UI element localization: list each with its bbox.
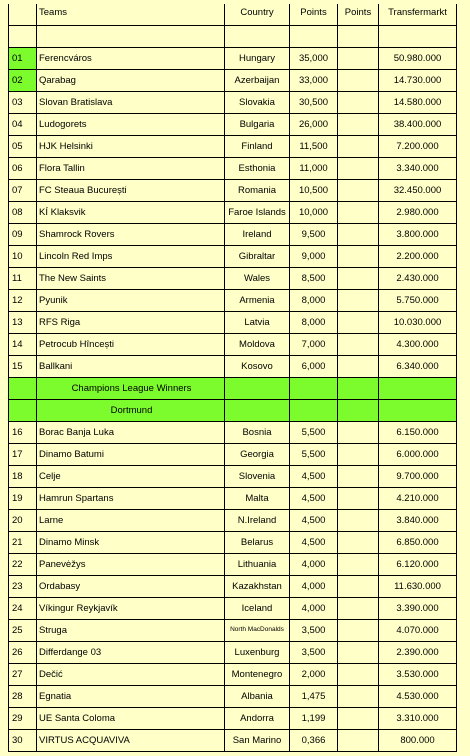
points-2-cell[interactable] xyxy=(338,576,379,598)
country-cell[interactable]: Latvia xyxy=(225,312,290,334)
points-cell[interactable]: 2,000 xyxy=(290,664,338,686)
points-2-cell[interactable] xyxy=(338,730,379,752)
points-2-cell[interactable] xyxy=(338,70,379,92)
team-cell[interactable]: Hamrun Spartans xyxy=(37,488,225,510)
points-cell[interactable]: 7,000 xyxy=(290,334,338,356)
points-2-cell[interactable] xyxy=(338,444,379,466)
rank-cell[interactable]: 15 xyxy=(8,356,37,378)
transfermarkt-cell[interactable]: 14.580.000 xyxy=(379,92,457,114)
rank-cell[interactable]: 14 xyxy=(8,334,37,356)
points-2-cell[interactable] xyxy=(338,224,379,246)
country-cell[interactable]: Esthonia xyxy=(225,158,290,180)
points-2-cell[interactable] xyxy=(338,290,379,312)
country-cell[interactable]: Lithuania xyxy=(225,554,290,576)
header-points-2[interactable]: Points xyxy=(338,4,379,26)
winners-cell[interactable] xyxy=(225,400,290,422)
team-cell[interactable]: Ludogorets xyxy=(37,114,225,136)
transfermarkt-cell[interactable]: 2.430.000 xyxy=(379,268,457,290)
points-cell[interactable]: 8,000 xyxy=(290,312,338,334)
points-2-cell[interactable] xyxy=(338,334,379,356)
points-cell[interactable]: 3,500 xyxy=(290,620,338,642)
country-cell[interactable]: Andorra xyxy=(225,708,290,730)
transfermarkt-cell[interactable]: 14.730.000 xyxy=(379,70,457,92)
header-row xyxy=(0,4,470,26)
team-cell[interactable]: Egnatia xyxy=(37,686,225,708)
country-cell[interactable]: Iceland xyxy=(225,598,290,620)
transfermarkt-cell[interactable]: 4.300.000 xyxy=(379,334,457,356)
country-cell[interactable]: Kazakhstan xyxy=(225,576,290,598)
country-cell[interactable]: North MacDonalds xyxy=(225,620,290,642)
country-cell[interactable]: Albania xyxy=(225,686,290,708)
points-2-cell[interactable] xyxy=(338,598,379,620)
transfermarkt-cell[interactable]: 3.800.000 xyxy=(379,224,457,246)
rank-cell[interactable]: 11 xyxy=(8,268,37,290)
country-cell[interactable]: Slovenia xyxy=(225,466,290,488)
rank-cell[interactable]: 13 xyxy=(8,312,37,334)
rank-cell[interactable]: 12 xyxy=(8,290,37,312)
table-row xyxy=(0,708,470,730)
country-cell[interactable]: San Marino xyxy=(225,730,290,752)
table-row xyxy=(0,422,470,444)
team-cell[interactable]: Borac Banja Luka xyxy=(37,422,225,444)
points-2-cell[interactable] xyxy=(338,92,379,114)
winners-cell[interactable] xyxy=(8,400,37,422)
rank-cell[interactable]: 04 xyxy=(8,114,37,136)
country-cell[interactable]: Wales xyxy=(225,268,290,290)
points-2-cell[interactable] xyxy=(338,312,379,334)
country-cell[interactable]: Finland xyxy=(225,136,290,158)
country-cell[interactable]: Malta xyxy=(225,488,290,510)
points-cell[interactable]: 4,500 xyxy=(290,466,338,488)
team-cell[interactable]: Struga xyxy=(37,620,225,642)
transfermarkt-cell[interactable]: 6.120.000 xyxy=(379,554,457,576)
header-teams[interactable]: Teams xyxy=(37,4,225,26)
rank-cell[interactable]: 05 xyxy=(8,136,37,158)
team-cell[interactable]: Larne xyxy=(37,510,225,532)
rank-cell[interactable]: 29 xyxy=(8,708,37,730)
points-2-cell[interactable] xyxy=(338,620,379,642)
rank-cell[interactable]: 20 xyxy=(8,510,37,532)
country-cell[interactable]: Ireland xyxy=(225,224,290,246)
transfermarkt-cell[interactable]: 32.450.000 xyxy=(379,180,457,202)
team-cell[interactable]: Qarabag xyxy=(37,70,225,92)
rank-cell[interactable]: 28 xyxy=(8,686,37,708)
rank-cell[interactable]: 10 xyxy=(8,246,37,268)
empty-cell[interactable] xyxy=(225,26,290,48)
table-row xyxy=(0,312,470,334)
points-cell[interactable]: 5,500 xyxy=(290,444,338,466)
rank-cell[interactable]: 25 xyxy=(8,620,37,642)
country-cell[interactable]: Armenia xyxy=(225,290,290,312)
winners-cell[interactable] xyxy=(379,400,457,422)
country-cell[interactable]: Bosnia xyxy=(225,422,290,444)
points-2-cell[interactable] xyxy=(338,268,379,290)
table-row xyxy=(0,532,470,554)
winners-cell[interactable] xyxy=(290,400,338,422)
country-cell[interactable]: Montenegro xyxy=(225,664,290,686)
transfermarkt-cell[interactable]: 6.150.000 xyxy=(379,422,457,444)
points-2-cell[interactable] xyxy=(338,136,379,158)
table-row xyxy=(0,554,470,576)
winners-cell[interactable] xyxy=(338,378,379,400)
points-2-cell[interactable] xyxy=(338,686,379,708)
team-cell[interactable]: UE Santa Coloma xyxy=(37,708,225,730)
points-cell[interactable]: 4,500 xyxy=(290,532,338,554)
rank-cell[interactable]: 23 xyxy=(8,576,37,598)
transfermarkt-cell[interactable]: 5.750.000 xyxy=(379,290,457,312)
points-cell[interactable]: 26,000 xyxy=(290,114,338,136)
table-row xyxy=(0,202,470,224)
points-2-cell[interactable] xyxy=(338,202,379,224)
country-cell[interactable]: Belarus xyxy=(225,532,290,554)
table-row xyxy=(0,114,470,136)
team-cell[interactable]: FC Steaua București xyxy=(37,180,225,202)
table-row xyxy=(0,620,470,642)
rank-cell[interactable]: 21 xyxy=(8,532,37,554)
transfermarkt-cell[interactable]: 2.980.000 xyxy=(379,202,457,224)
team-cell[interactable]: Shamrock Rovers xyxy=(37,224,225,246)
team-cell[interactable]: Panevėžys xyxy=(37,554,225,576)
table-row xyxy=(0,686,470,708)
winners-cell[interactable] xyxy=(8,378,37,400)
transfermarkt-cell[interactable]: 6.340.000 xyxy=(379,356,457,378)
transfermarkt-cell[interactable]: 50.980.000 xyxy=(379,48,457,70)
rank-cell[interactable]: 07 xyxy=(8,180,37,202)
points-2-cell[interactable] xyxy=(338,488,379,510)
winners-cell[interactable] xyxy=(225,378,290,400)
country-cell[interactable]: N.Ireland xyxy=(225,510,290,532)
transfermarkt-cell[interactable]: 4.530.000 xyxy=(379,686,457,708)
rank-cell[interactable]: 27 xyxy=(8,664,37,686)
table-row xyxy=(0,334,470,356)
points-2-cell[interactable] xyxy=(338,158,379,180)
team-cell[interactable]: Víkingur Reykjavík xyxy=(37,598,225,620)
rank-cell[interactable]: 09 xyxy=(8,224,37,246)
winners-cell[interactable] xyxy=(290,378,338,400)
team-cell[interactable]: Pyunik xyxy=(37,290,225,312)
transfermarkt-cell[interactable]: 3.310.000 xyxy=(379,708,457,730)
team-cell[interactable]: The New Saints xyxy=(37,268,225,290)
points-cell[interactable]: 1,199 xyxy=(290,708,338,730)
rank-cell[interactable]: 08 xyxy=(8,202,37,224)
team-cell[interactable]: KÍ Klaksvik xyxy=(37,202,225,224)
table-row xyxy=(0,488,470,510)
points-cell[interactable]: 4,500 xyxy=(290,510,338,532)
team-cell[interactable]: Flora Tallin xyxy=(37,158,225,180)
winners-team[interactable]: Dortmund xyxy=(37,400,225,422)
country-cell[interactable]: Luxenburg xyxy=(225,642,290,664)
table-row xyxy=(0,158,470,180)
country-cell[interactable]: Georgia xyxy=(225,444,290,466)
table-row xyxy=(0,70,470,92)
points-2-cell[interactable] xyxy=(338,510,379,532)
points-2-cell[interactable] xyxy=(338,356,379,378)
table-row xyxy=(0,444,470,466)
winners-row-1 xyxy=(0,378,470,400)
transfermarkt-cell[interactable]: 3.530.000 xyxy=(379,664,457,686)
team-cell[interactable]: Dečić xyxy=(37,664,225,686)
empty-cell[interactable] xyxy=(379,26,457,48)
points-cell[interactable]: 10,000 xyxy=(290,202,338,224)
points-2-cell[interactable] xyxy=(338,180,379,202)
points-2-cell[interactable] xyxy=(338,246,379,268)
rank-cell[interactable]: 18 xyxy=(8,466,37,488)
table-row xyxy=(0,642,470,664)
points-2-cell[interactable] xyxy=(338,708,379,730)
transfermarkt-cell[interactable]: 800.000 xyxy=(379,730,457,752)
table-row xyxy=(0,180,470,202)
rank-cell[interactable]: 17 xyxy=(8,444,37,466)
points-cell[interactable]: 35,000 xyxy=(290,48,338,70)
table-row xyxy=(0,664,470,686)
points-cell[interactable]: 11,000 xyxy=(290,158,338,180)
points-cell[interactable]: 9,000 xyxy=(290,246,338,268)
header-transfermarkt[interactable]: Transfermarkt xyxy=(379,4,457,26)
transfermarkt-cell[interactable]: 2.390.000 xyxy=(379,642,457,664)
rank-cell[interactable]: 19 xyxy=(8,488,37,510)
table-row xyxy=(0,730,470,752)
rank-cell[interactable]: 30 xyxy=(8,730,37,752)
table-row xyxy=(0,268,470,290)
rank-cell[interactable]: 01 xyxy=(8,48,37,70)
team-cell[interactable]: Dinamo Batumi xyxy=(37,444,225,466)
points-cell[interactable]: 4,000 xyxy=(290,554,338,576)
winners-row-2 xyxy=(0,400,470,422)
points-cell[interactable]: 3,500 xyxy=(290,642,338,664)
rank-cell[interactable]: 06 xyxy=(8,158,37,180)
team-cell[interactable]: Differdange 03 xyxy=(37,642,225,664)
transfermarkt-cell[interactable]: 11.630.000 xyxy=(379,576,457,598)
header-country[interactable]: Country xyxy=(225,4,290,26)
transfermarkt-cell[interactable]: 3.340.000 xyxy=(379,158,457,180)
rank-cell[interactable]: 26 xyxy=(8,642,37,664)
team-cell[interactable]: Ferencváros xyxy=(37,48,225,70)
table-row xyxy=(0,466,470,488)
table-row xyxy=(0,356,470,378)
rank-cell[interactable]: 22 xyxy=(8,554,37,576)
winners-title[interactable]: Champions League Winners xyxy=(37,378,225,400)
transfermarkt-cell[interactable]: 6.000.000 xyxy=(379,444,457,466)
country-cell[interactable]: Gibraltar xyxy=(225,246,290,268)
country-cell[interactable]: Kosovo xyxy=(225,356,290,378)
table-row xyxy=(0,576,470,598)
team-cell[interactable]: Slovan Bratislava xyxy=(37,92,225,114)
winners-cell[interactable] xyxy=(379,378,457,400)
points-cell[interactable]: 4,500 xyxy=(290,488,338,510)
header-num[interactable] xyxy=(8,4,37,26)
team-cell[interactable]: Dinamo Minsk xyxy=(37,532,225,554)
empty-cell[interactable] xyxy=(338,26,379,48)
points-cell[interactable]: 11,500 xyxy=(290,136,338,158)
country-cell[interactable]: Hungary xyxy=(225,48,290,70)
points-cell[interactable]: 0,366 xyxy=(290,730,338,752)
points-cell[interactable]: 33,000 xyxy=(290,70,338,92)
points-cell[interactable]: 1,475 xyxy=(290,686,338,708)
points-2-cell[interactable] xyxy=(338,422,379,444)
points-cell[interactable]: 6,000 xyxy=(290,356,338,378)
table-row xyxy=(0,598,470,620)
transfermarkt-cell[interactable]: 4.070.000 xyxy=(379,620,457,642)
table-row xyxy=(0,290,470,312)
points-2-cell[interactable] xyxy=(338,554,379,576)
points-2-cell[interactable] xyxy=(338,466,379,488)
table-row xyxy=(0,224,470,246)
team-cell[interactable]: Ballkani xyxy=(37,356,225,378)
points-2-cell[interactable] xyxy=(338,664,379,686)
transfermarkt-cell[interactable]: 2.200.000 xyxy=(379,246,457,268)
team-cell[interactable]: Lincoln Red Imps xyxy=(37,246,225,268)
points-cell[interactable]: 10,500 xyxy=(290,180,338,202)
rank-cell[interactable]: 03 xyxy=(8,92,37,114)
team-cell[interactable]: RFS Riga xyxy=(37,312,225,334)
points-2-cell[interactable] xyxy=(338,642,379,664)
table-row xyxy=(0,48,470,70)
transfermarkt-cell[interactable]: 10.030.000 xyxy=(379,312,457,334)
empty-cell[interactable] xyxy=(8,26,37,48)
rank-cell[interactable]: 24 xyxy=(8,598,37,620)
points-cell[interactable]: 30,500 xyxy=(290,92,338,114)
points-cell[interactable]: 8,500 xyxy=(290,268,338,290)
country-cell[interactable]: Azerbaijan xyxy=(225,70,290,92)
empty-row xyxy=(0,26,470,48)
points-cell[interactable]: 5,500 xyxy=(290,422,338,444)
points-2-cell[interactable] xyxy=(338,48,379,70)
transfermarkt-cell[interactable]: 6.850.000 xyxy=(379,532,457,554)
country-cell[interactable]: Faroe Islands xyxy=(225,202,290,224)
country-cell[interactable]: Moldova xyxy=(225,334,290,356)
table-row xyxy=(0,246,470,268)
empty-cell[interactable] xyxy=(290,26,338,48)
points-2-cell[interactable] xyxy=(338,114,379,136)
transfermarkt-cell[interactable]: 38.400.000 xyxy=(379,114,457,136)
transfermarkt-cell[interactable]: 3.390.000 xyxy=(379,598,457,620)
table-row xyxy=(0,92,470,114)
team-cell[interactable]: Celje xyxy=(37,466,225,488)
transfermarkt-cell[interactable]: 4.210.000 xyxy=(379,488,457,510)
team-cell[interactable]: VIRTUS ACQUAVIVA xyxy=(37,730,225,752)
team-cell[interactable]: Petrocub Hîncești xyxy=(37,334,225,356)
winners-cell[interactable] xyxy=(338,400,379,422)
table-row xyxy=(0,510,470,532)
points-cell[interactable]: 8,000 xyxy=(290,290,338,312)
points-2-cell[interactable] xyxy=(338,532,379,554)
points-cell[interactable]: 9,500 xyxy=(290,224,338,246)
transfermarkt-cell[interactable]: 9.700.000 xyxy=(379,466,457,488)
transfermarkt-cell[interactable]: 7.200.000 xyxy=(379,136,457,158)
team-cell[interactable]: HJK Helsinki xyxy=(37,136,225,158)
country-cell[interactable]: Slovakia xyxy=(225,92,290,114)
table-row xyxy=(0,136,470,158)
rank-cell[interactable]: 02 xyxy=(8,70,37,92)
points-cell[interactable]: 4,000 xyxy=(290,598,338,620)
header-points[interactable]: Points xyxy=(290,4,338,26)
country-cell[interactable]: Romania xyxy=(225,180,290,202)
transfermarkt-cell[interactable]: 3.840.000 xyxy=(379,510,457,532)
points-cell[interactable]: 4,000 xyxy=(290,576,338,598)
team-cell[interactable]: Ordabasy xyxy=(37,576,225,598)
rank-cell[interactable]: 16 xyxy=(8,422,37,444)
empty-cell[interactable] xyxy=(37,26,225,48)
country-cell[interactable]: Bulgaria xyxy=(225,114,290,136)
